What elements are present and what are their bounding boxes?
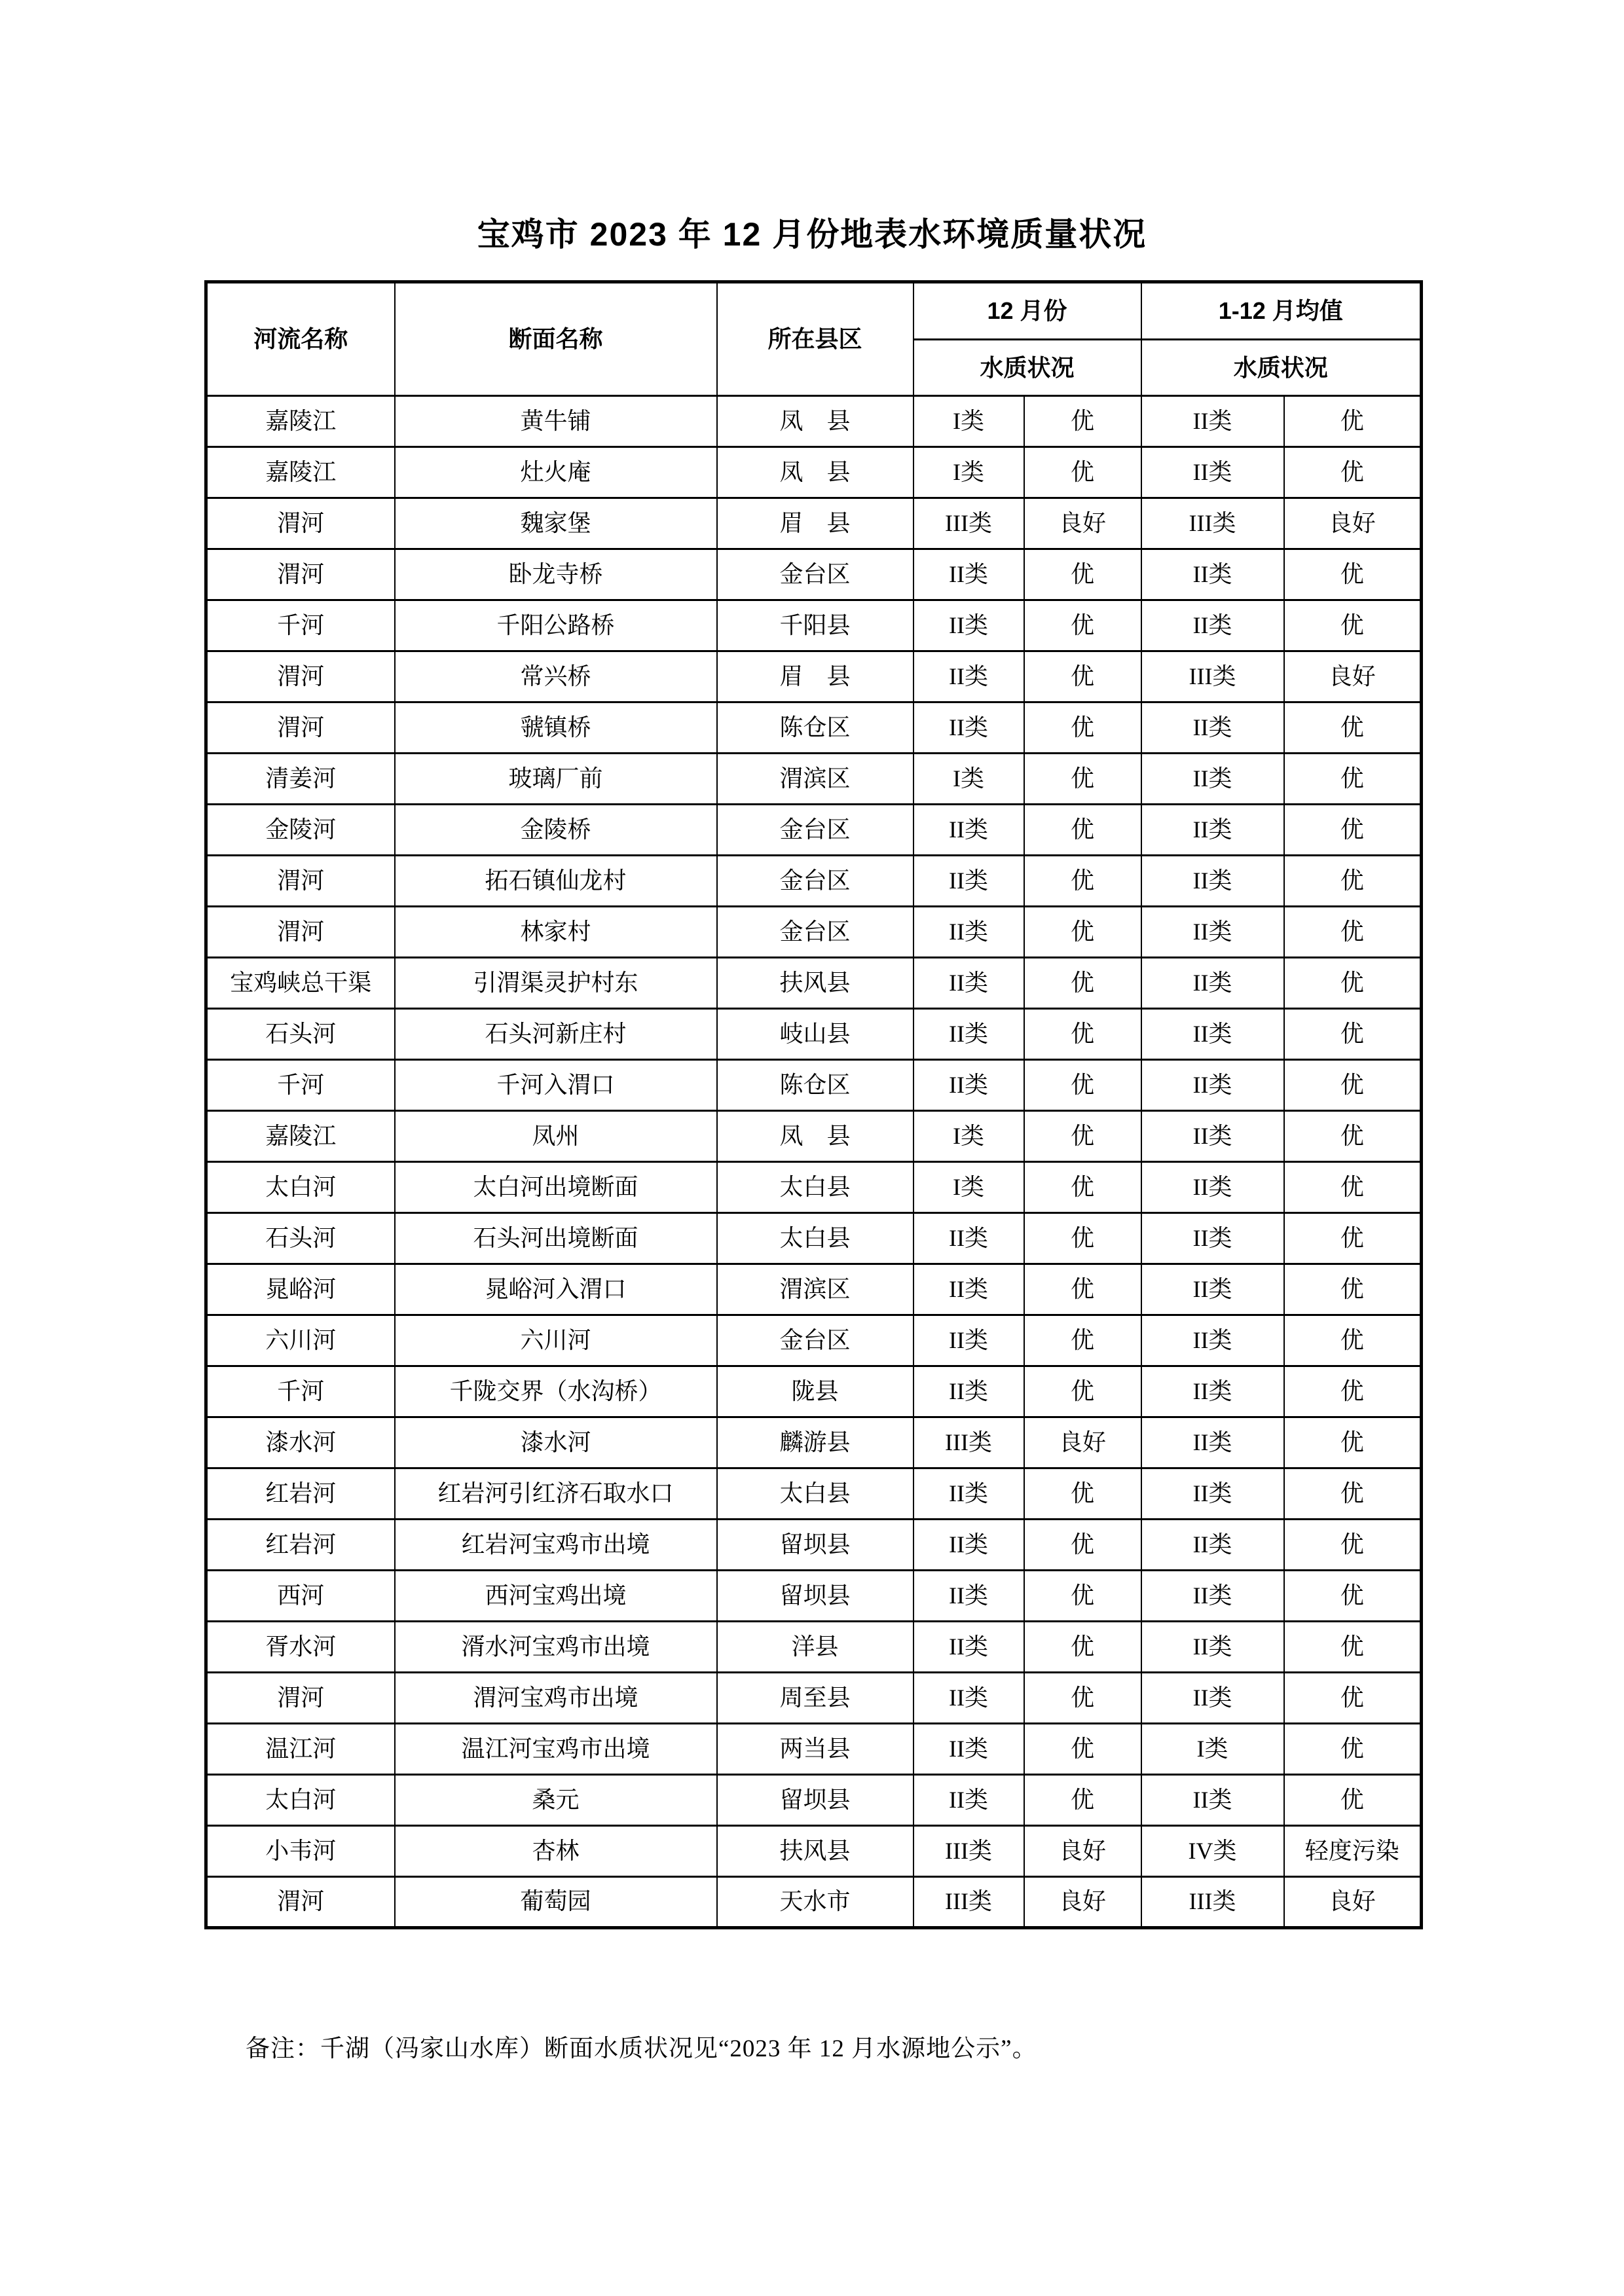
- annual-status-cell: 良好: [1284, 498, 1422, 549]
- river-name-cell: 漆水河: [206, 1417, 395, 1468]
- december-class-cell: II类: [913, 1264, 1024, 1315]
- december-class-cell: I类: [913, 1162, 1024, 1213]
- water-quality-table: [204, 280, 1423, 1929]
- section-name-cell: 引渭渠灵护村东: [395, 958, 717, 1009]
- annual-class-cell: II类: [1141, 396, 1284, 447]
- table-row: [206, 805, 1422, 856]
- december-status-cell: 优: [1024, 856, 1141, 907]
- table-row: [206, 958, 1422, 1009]
- county-cell: 洋县: [717, 1622, 913, 1673]
- table-row: [206, 447, 1422, 498]
- header-section: 断面名称: [395, 282, 717, 396]
- annual-status-cell: 优: [1284, 754, 1422, 805]
- river-name-cell: 渭河: [206, 1877, 395, 1928]
- river-name-cell: 小韦河: [206, 1826, 395, 1877]
- section-name-cell: 玻璃厂前: [395, 754, 717, 805]
- annual-status-cell: 优: [1284, 907, 1422, 958]
- county-cell: 周至县: [717, 1673, 913, 1724]
- annual-status-cell: 优: [1284, 702, 1422, 754]
- section-name-cell: 西河宝鸡出境: [395, 1571, 717, 1622]
- december-class-cell: II类: [913, 1673, 1024, 1724]
- december-status-cell: 优: [1024, 1520, 1141, 1571]
- annual-class-cell: II类: [1141, 805, 1284, 856]
- table-row: [206, 907, 1422, 958]
- river-name-cell: 太白河: [206, 1162, 395, 1213]
- december-status-cell: 优: [1024, 1111, 1141, 1162]
- river-name-cell: 胥水河: [206, 1622, 395, 1673]
- december-status-cell: 优: [1024, 1162, 1141, 1213]
- december-status-cell: 优: [1024, 1724, 1141, 1775]
- section-name-cell: 六川河: [395, 1315, 717, 1366]
- county-cell: 渭滨区: [717, 1264, 913, 1315]
- section-name-cell: 凤州: [395, 1111, 717, 1162]
- section-name-cell: 葡萄园: [395, 1877, 717, 1928]
- annual-class-cell: II类: [1141, 1009, 1284, 1060]
- county-cell: 留坝县: [717, 1520, 913, 1571]
- table-row: [206, 600, 1422, 651]
- december-class-cell: II类: [913, 1213, 1024, 1264]
- river-name-cell: 渭河: [206, 1673, 395, 1724]
- table-row: [206, 1162, 1422, 1213]
- annual-class-cell: II类: [1141, 1673, 1284, 1724]
- table-row: [206, 1111, 1422, 1162]
- annual-class-cell: II类: [1141, 1366, 1284, 1417]
- december-status-cell: 优: [1024, 1213, 1141, 1264]
- december-status-cell: 优: [1024, 651, 1141, 702]
- december-status-cell: 优: [1024, 805, 1141, 856]
- annual-class-cell: II类: [1141, 907, 1284, 958]
- annual-class-cell: II类: [1141, 856, 1284, 907]
- annual-status-cell: 优: [1284, 549, 1422, 600]
- county-cell: 两当县: [717, 1724, 913, 1775]
- december-class-cell: III类: [913, 1877, 1024, 1928]
- annual-class-cell: III类: [1141, 651, 1284, 702]
- river-name-cell: 渭河: [206, 651, 395, 702]
- county-cell: 金台区: [717, 907, 913, 958]
- december-status-cell: 优: [1024, 1366, 1141, 1417]
- river-name-cell: 金陵河: [206, 805, 395, 856]
- december-status-cell: 优: [1024, 1775, 1141, 1826]
- section-name-cell: 常兴桥: [395, 651, 717, 702]
- river-name-cell: 嘉陵江: [206, 396, 395, 447]
- river-name-cell: 千河: [206, 600, 395, 651]
- section-name-cell: 温江河宝鸡市出境: [395, 1724, 717, 1775]
- header-annual-quality: 水质状况: [1141, 340, 1422, 396]
- annual-status-cell: 优: [1284, 1724, 1422, 1775]
- annual-class-cell: II类: [1141, 1622, 1284, 1673]
- county-cell: 凤 县: [717, 1111, 913, 1162]
- december-class-cell: II类: [913, 549, 1024, 600]
- december-class-cell: II类: [913, 907, 1024, 958]
- table-row: [206, 856, 1422, 907]
- december-status-cell: 优: [1024, 549, 1141, 600]
- county-cell: 金台区: [717, 856, 913, 907]
- table-row: [206, 1060, 1422, 1111]
- river-name-cell: 温江河: [206, 1724, 395, 1775]
- table-row: [206, 1366, 1422, 1417]
- december-class-cell: III类: [913, 1826, 1024, 1877]
- section-name-cell: 金陵桥: [395, 805, 717, 856]
- annual-status-cell: 优: [1284, 1009, 1422, 1060]
- river-name-cell: 宝鸡峡总干渠: [206, 958, 395, 1009]
- county-cell: 留坝县: [717, 1775, 913, 1826]
- annual-status-cell: 优: [1284, 447, 1422, 498]
- table-row: [206, 1775, 1422, 1826]
- december-status-cell: 优: [1024, 1468, 1141, 1520]
- december-status-cell: 优: [1024, 447, 1141, 498]
- annual-status-cell: 优: [1284, 1264, 1422, 1315]
- december-status-cell: 良好: [1024, 1826, 1141, 1877]
- county-cell: 陈仓区: [717, 1060, 913, 1111]
- annual-class-cell: II类: [1141, 1111, 1284, 1162]
- december-class-cell: II类: [913, 702, 1024, 754]
- december-class-cell: II类: [913, 1724, 1024, 1775]
- annual-status-cell: 优: [1284, 805, 1422, 856]
- annual-status-cell: 良好: [1284, 651, 1422, 702]
- december-class-cell: I类: [913, 447, 1024, 498]
- annual-class-cell: II类: [1141, 754, 1284, 805]
- river-name-cell: 千河: [206, 1060, 395, 1111]
- county-cell: 凤 县: [717, 447, 913, 498]
- december-class-cell: II类: [913, 1009, 1024, 1060]
- river-name-cell: 晁峪河: [206, 1264, 395, 1315]
- december-status-cell: 优: [1024, 754, 1141, 805]
- annual-class-cell: II类: [1141, 1264, 1284, 1315]
- header-december-group: 12 月份: [913, 282, 1141, 340]
- section-name-cell: 红岩河引红济石取水口: [395, 1468, 717, 1520]
- annual-class-cell: II类: [1141, 600, 1284, 651]
- december-status-cell: 优: [1024, 600, 1141, 651]
- annual-class-cell: II类: [1141, 1213, 1284, 1264]
- river-name-cell: 西河: [206, 1571, 395, 1622]
- county-cell: 麟游县: [717, 1417, 913, 1468]
- december-status-cell: 优: [1024, 1264, 1141, 1315]
- county-cell: 眉 县: [717, 651, 913, 702]
- river-name-cell: 嘉陵江: [206, 1111, 395, 1162]
- county-cell: 金台区: [717, 1315, 913, 1366]
- table-row: [206, 1009, 1422, 1060]
- section-name-cell: 卧龙寺桥: [395, 549, 717, 600]
- annual-class-cell: II类: [1141, 1060, 1284, 1111]
- annual-status-cell: 优: [1284, 1673, 1422, 1724]
- december-class-cell: II类: [913, 1622, 1024, 1673]
- annual-status-cell: 优: [1284, 1111, 1422, 1162]
- annual-class-cell: II类: [1141, 702, 1284, 754]
- december-status-cell: 优: [1024, 1060, 1141, 1111]
- annual-status-cell: 优: [1284, 1468, 1422, 1520]
- river-name-cell: 清姜河: [206, 754, 395, 805]
- table-row: [206, 498, 1422, 549]
- river-name-cell: 渭河: [206, 498, 395, 549]
- county-cell: 留坝县: [717, 1571, 913, 1622]
- annual-status-cell: 优: [1284, 1060, 1422, 1111]
- section-name-cell: 太白河出境断面: [395, 1162, 717, 1213]
- december-class-cell: I类: [913, 396, 1024, 447]
- section-name-cell: 千陇交界（水沟桥）: [395, 1366, 717, 1417]
- annual-status-cell: 优: [1284, 1417, 1422, 1468]
- river-name-cell: 嘉陵江: [206, 447, 395, 498]
- annual-status-cell: 优: [1284, 1520, 1422, 1571]
- county-cell: 岐山县: [717, 1009, 913, 1060]
- december-status-cell: 优: [1024, 702, 1141, 754]
- county-cell: 金台区: [717, 805, 913, 856]
- county-cell: 金台区: [717, 549, 913, 600]
- page-title: 宝鸡市 2023 年 12 月份地表水环境质量状况: [477, 216, 1147, 253]
- december-class-cell: II类: [913, 600, 1024, 651]
- county-cell: 凤 县: [717, 396, 913, 447]
- december-class-cell: I类: [913, 754, 1024, 805]
- header-december-quality: 水质状况: [913, 340, 1141, 396]
- table-row: [206, 1213, 1422, 1264]
- december-class-cell: II类: [913, 1571, 1024, 1622]
- annual-status-cell: 优: [1284, 1571, 1422, 1622]
- table-row: [206, 1417, 1422, 1468]
- annual-status-cell: 优: [1284, 1315, 1422, 1366]
- table-header: [206, 282, 1422, 396]
- section-name-cell: 虢镇桥: [395, 702, 717, 754]
- section-name-cell: 拓石镇仙龙村: [395, 856, 717, 907]
- annual-class-cell: II类: [1141, 447, 1284, 498]
- table-row: [206, 1264, 1422, 1315]
- annual-class-cell: II类: [1141, 1520, 1284, 1571]
- annual-class-cell: II类: [1141, 1775, 1284, 1826]
- section-name-cell: 千阳公路桥: [395, 600, 717, 651]
- table-row: [206, 651, 1422, 702]
- annual-class-cell: I类: [1141, 1724, 1284, 1775]
- section-name-cell: 渭河宝鸡市出境: [395, 1673, 717, 1724]
- river-name-cell: 渭河: [206, 856, 395, 907]
- december-class-cell: II类: [913, 1366, 1024, 1417]
- section-name-cell: 桑元: [395, 1775, 717, 1826]
- header-river: 河流名称: [206, 282, 395, 396]
- section-name-cell: 石头河新庄村: [395, 1009, 717, 1060]
- county-cell: 太白县: [717, 1162, 913, 1213]
- river-name-cell: 渭河: [206, 907, 395, 958]
- county-cell: 千阳县: [717, 600, 913, 651]
- annual-class-cell: III类: [1141, 1877, 1284, 1928]
- december-status-cell: 良好: [1024, 498, 1141, 549]
- section-name-cell: 漆水河: [395, 1417, 717, 1468]
- annual-class-cell: III类: [1141, 498, 1284, 549]
- river-name-cell: 六川河: [206, 1315, 395, 1366]
- annual-status-cell: 优: [1284, 1162, 1422, 1213]
- december-status-cell: 优: [1024, 1622, 1141, 1673]
- december-class-cell: I类: [913, 1111, 1024, 1162]
- county-cell: 渭滨区: [717, 754, 913, 805]
- december-class-cell: II类: [913, 1520, 1024, 1571]
- table-row: [206, 1826, 1422, 1877]
- header-county: 所在县区: [717, 282, 913, 396]
- annual-status-cell: 轻度污染: [1284, 1826, 1422, 1877]
- section-name-cell: 湑水河宝鸡市出境: [395, 1622, 717, 1673]
- county-cell: 天水市: [717, 1877, 913, 1928]
- december-status-cell: 良好: [1024, 1877, 1141, 1928]
- table-row: [206, 1468, 1422, 1520]
- december-status-cell: 优: [1024, 1315, 1141, 1366]
- section-name-cell: 杏林: [395, 1826, 717, 1877]
- table-row: [206, 754, 1422, 805]
- december-class-cell: II类: [913, 1060, 1024, 1111]
- december-class-cell: II类: [913, 805, 1024, 856]
- december-class-cell: III类: [913, 1417, 1024, 1468]
- county-cell: 太白县: [717, 1213, 913, 1264]
- table-row: [206, 549, 1422, 600]
- december-status-cell: 良好: [1024, 1417, 1141, 1468]
- december-status-cell: 优: [1024, 1009, 1141, 1060]
- table-row: [206, 1571, 1422, 1622]
- county-cell: 扶风县: [717, 1826, 913, 1877]
- section-name-cell: 红岩河宝鸡市出境: [395, 1520, 717, 1571]
- table-row: [206, 1724, 1422, 1775]
- table-row: [206, 1315, 1422, 1366]
- section-name-cell: 林家村: [395, 907, 717, 958]
- section-name-cell: 灶火庵: [395, 447, 717, 498]
- header-annual-group: 1-12 月均值: [1141, 282, 1422, 340]
- annual-class-cell: II类: [1141, 958, 1284, 1009]
- annual-status-cell: 优: [1284, 958, 1422, 1009]
- december-class-cell: III类: [913, 498, 1024, 549]
- annual-status-cell: 优: [1284, 600, 1422, 651]
- table-row: [206, 396, 1422, 447]
- river-name-cell: 石头河: [206, 1213, 395, 1264]
- table-row: [206, 1622, 1422, 1673]
- county-cell: 扶风县: [717, 958, 913, 1009]
- river-name-cell: 渭河: [206, 549, 395, 600]
- annual-status-cell: 优: [1284, 856, 1422, 907]
- section-name-cell: 石头河出境断面: [395, 1213, 717, 1264]
- annual-status-cell: 良好: [1284, 1877, 1422, 1928]
- river-name-cell: 渭河: [206, 702, 395, 754]
- annual-status-cell: 优: [1284, 1622, 1422, 1673]
- county-cell: 眉 县: [717, 498, 913, 549]
- december-class-cell: II类: [913, 1468, 1024, 1520]
- section-name-cell: 千河入渭口: [395, 1060, 717, 1111]
- section-name-cell: 魏家堡: [395, 498, 717, 549]
- annual-class-cell: II类: [1141, 1417, 1284, 1468]
- december-class-cell: II类: [913, 1775, 1024, 1826]
- river-name-cell: 太白河: [206, 1775, 395, 1826]
- river-name-cell: 石头河: [206, 1009, 395, 1060]
- december-class-cell: II类: [913, 856, 1024, 907]
- annual-status-cell: 优: [1284, 1213, 1422, 1264]
- county-cell: 太白县: [717, 1468, 913, 1520]
- december-status-cell: 优: [1024, 958, 1141, 1009]
- annual-class-cell: II类: [1141, 549, 1284, 600]
- december-class-cell: II类: [913, 1315, 1024, 1366]
- december-status-cell: 优: [1024, 1571, 1141, 1622]
- county-cell: 陇县: [717, 1366, 913, 1417]
- annual-status-cell: 优: [1284, 396, 1422, 447]
- december-status-cell: 优: [1024, 907, 1141, 958]
- river-name-cell: 千河: [206, 1366, 395, 1417]
- county-cell: 陈仓区: [717, 702, 913, 754]
- section-name-cell: 晁峪河入渭口: [395, 1264, 717, 1315]
- table-row: [206, 1673, 1422, 1724]
- annual-class-cell: II类: [1141, 1162, 1284, 1213]
- december-class-cell: II类: [913, 958, 1024, 1009]
- december-class-cell: II类: [913, 651, 1024, 702]
- river-name-cell: 红岩河: [206, 1520, 395, 1571]
- december-status-cell: 优: [1024, 1673, 1141, 1724]
- annual-class-cell: II类: [1141, 1468, 1284, 1520]
- annual-status-cell: 优: [1284, 1366, 1422, 1417]
- section-name-cell: 黄牛铺: [395, 396, 717, 447]
- river-name-cell: 红岩河: [206, 1468, 395, 1520]
- table-body: [206, 396, 1422, 1928]
- table-row: [206, 1520, 1422, 1571]
- table-row: [206, 702, 1422, 754]
- annual-class-cell: IV类: [1141, 1826, 1284, 1877]
- footnote: 备注：千湖（冯家山水库）断面水质状况见“2023 年 12 月水源地公示”。: [246, 2035, 1037, 2062]
- table-row: [206, 1877, 1422, 1928]
- december-status-cell: 优: [1024, 396, 1141, 447]
- annual-class-cell: II类: [1141, 1315, 1284, 1366]
- annual-status-cell: 优: [1284, 1775, 1422, 1826]
- annual-class-cell: II类: [1141, 1571, 1284, 1622]
